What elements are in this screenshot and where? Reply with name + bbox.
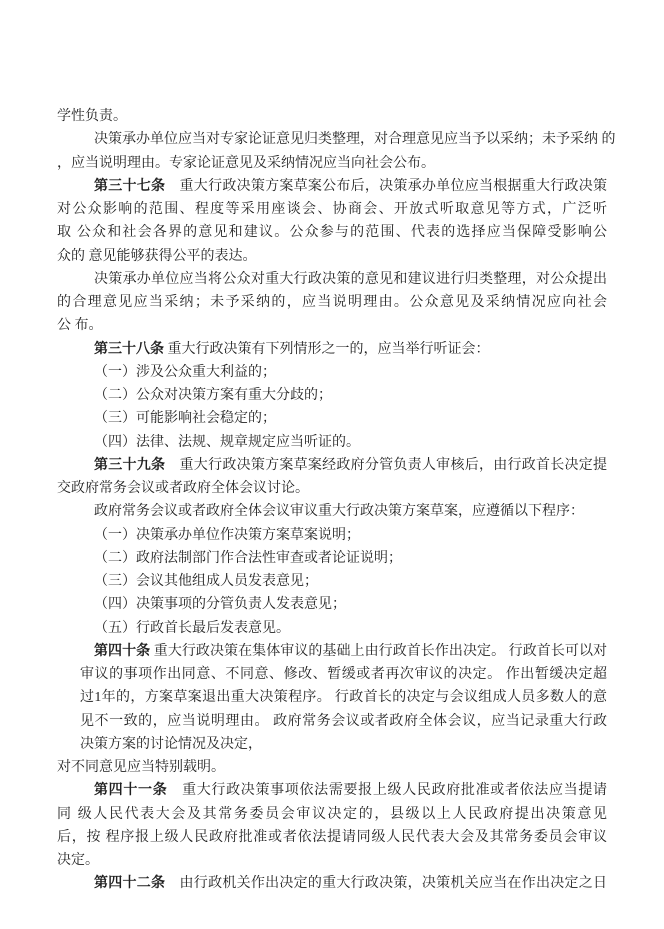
text-line (57, 454, 607, 477)
line-text: ，应当说明理由。专家论证意见及采纳情况应当向社会公布。 (57, 155, 435, 171)
text-line (57, 826, 607, 849)
text-line (57, 175, 607, 198)
text-line (57, 105, 607, 128)
line-text: 交政府常务会议或者政府全体会议讨论。 (57, 481, 309, 496)
line-text: 对不同意见应当特别载明。 (57, 760, 225, 775)
line-text: 众的 意见能够获得公平的表达。 (57, 248, 257, 264)
article-number: 第四十条 (94, 643, 151, 659)
text-line (57, 524, 607, 547)
line-text: 决策承办单位应当对专家论证意见归类整理，对合理意见应当予以采纳；未予采纳 的 (94, 132, 616, 148)
line-text: 决策承办单位应当将公众对重大行政决策的意见和建议进行归类整理，对公众提出 (94, 271, 607, 287)
line-text: 重大行政决策在集体审议的基础上由行政首长作出决定。 行政首长可以对 (150, 643, 608, 659)
text-line (57, 733, 607, 756)
text-line (57, 198, 607, 221)
line-text: 重大行政决策有下列情形之一的，应当举行听证会： (164, 341, 490, 357)
text-line (57, 779, 607, 802)
text-line (57, 314, 607, 337)
line-text: 政府常务会议或者政府全体会议审议重大行政决策方案草案，应遵循以下程序： (94, 504, 584, 520)
text-line (57, 361, 607, 384)
article-number: 第三十七条 (94, 178, 166, 194)
text-line (57, 756, 607, 779)
document-body (57, 105, 616, 896)
text-line (57, 152, 607, 175)
line-text: （二）公众对决策方案有重大分歧的； (94, 388, 332, 403)
line-text: 决策方案的讨论情况及决定， (80, 736, 262, 752)
line-text: 审议的事项作出同意、不同意、修改、暂缓或者再次审议的决定。 作出暂缓决定超 (80, 667, 607, 682)
line-text: 公 布。 (57, 318, 103, 334)
line-text: （四）法律、法规、规章规定应当听证的。 (94, 434, 360, 450)
text-line (57, 872, 607, 895)
text-line (57, 291, 607, 314)
line-text: 对公众影响的范围、程度等采用座谈会、协商会、开放式听取意见等方式，广泛听 (57, 202, 607, 217)
text-line (57, 640, 607, 663)
text-line (57, 570, 607, 593)
line-text: （一）涉及公众重大利益的； (94, 364, 276, 380)
text-line (57, 849, 607, 872)
text-line (57, 617, 607, 640)
article-number: 第三十九条 (94, 457, 166, 473)
text-line (57, 431, 607, 454)
text-line (57, 221, 607, 244)
text-line (57, 407, 607, 430)
line-text: 重大行政决策方案草案公布后，决策承办单位应当根据重大行政决策 (165, 178, 608, 194)
line-text: 重大行政决策事项依法需要报上级人民政府批准或者依法应当提请 (167, 783, 608, 799)
text-line (57, 710, 607, 733)
text-line (57, 477, 607, 500)
text-line (57, 384, 607, 407)
line-text: （五）行政首长最后发表意见。 (94, 620, 290, 636)
text-line (57, 803, 607, 826)
line-text: 过1年的，方案草案退出重大决策程序。 行政首长的决定与会议组成人员多数人的意 (80, 690, 607, 706)
article-number: 第四十二条 (94, 876, 166, 892)
article-number: 第三十八条 (94, 341, 164, 357)
line-text: （三）可能影响社会稳定的； (94, 411, 276, 427)
text-line (57, 500, 607, 523)
text-line (57, 245, 607, 268)
line-text: 取 公众和社会各界的意见和建议。公众参与的范围、代表的选择应当保障受影响公 (57, 225, 607, 241)
line-text: 同 级人民代表大会及其常务委员会审议决定的，县级以上人民政府提出决策意见 (57, 806, 607, 822)
text-line (57, 268, 607, 291)
text-line (57, 338, 607, 361)
text-line (57, 547, 607, 570)
text-line (57, 128, 616, 151)
line-text: 重大行政决策方案草案经政府分管负责人审核后，由行政首长决定提 (165, 457, 608, 473)
text-line (57, 663, 607, 686)
line-text: 学性负责。 (57, 109, 127, 124)
line-text: （一）决策承办单位作决策方案草案说明； (94, 527, 360, 543)
line-text: 由行政机关作出决定的重大行政决策，决策机关应当在作出决定之日 (165, 876, 608, 892)
line-text: （三）会议其他组成人员发表意见； (94, 574, 318, 589)
text-line (57, 686, 607, 709)
line-text: 后，按 程序报上级人民政府批准或者依法提请同级人民代表大会及其常务委员会审议 (57, 829, 607, 845)
line-text: （二）政府法制部门作合法性审查或者论证说明； (94, 550, 402, 566)
article-number: 第四十一条 (94, 783, 168, 799)
line-text: （四）决策事项的分管负责人发表意见； (94, 597, 346, 613)
text-line (57, 593, 607, 616)
line-text: 见不一致的，应当说明理由。 政府常务会议或者政府全体会议，应当记录重大行政 (80, 713, 607, 729)
line-text: 的合理意见应当采纳；未予采纳的，应当说明理由。公众意见及采纳情况应向社会 (57, 295, 607, 310)
line-text: 决定。 (57, 853, 99, 868)
